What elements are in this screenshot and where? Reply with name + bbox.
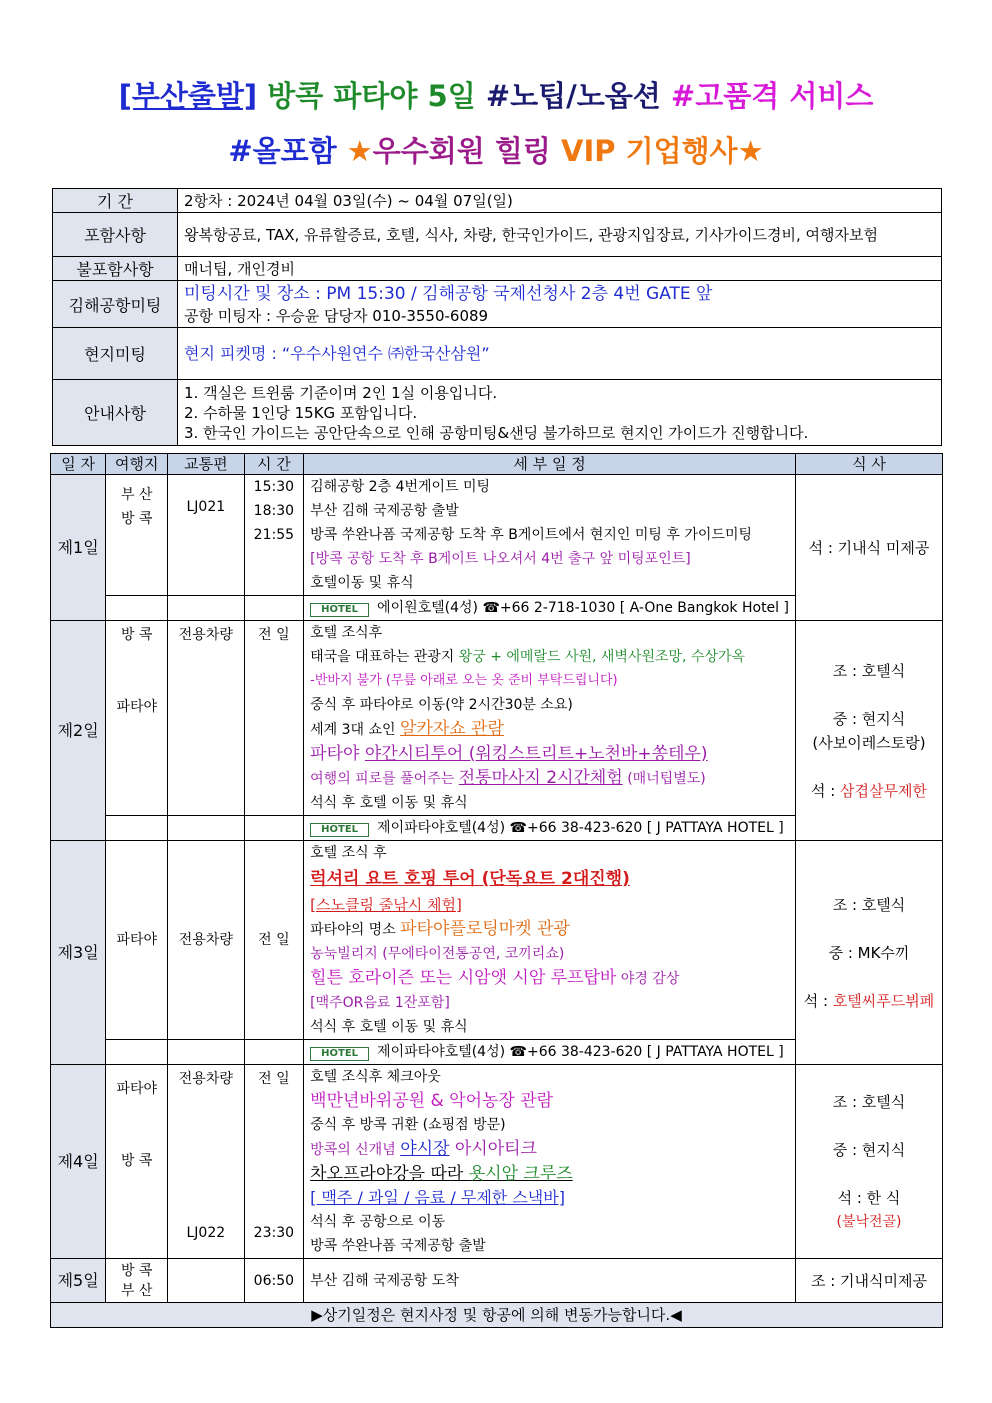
day3-line: 농눅빌리지 (무에타이전통공연, 코끼리쇼) <box>310 946 565 962</box>
airport-meeting-label: 김해공항미팅 <box>53 281 178 328</box>
day2-line: 세계 3대 쇼인 <box>310 722 401 738</box>
day2-transport: 전용차량 <box>168 621 244 816</box>
day1-label: 제1일 <box>51 475 106 621</box>
title-vip: VIP 기업행사 <box>561 134 738 168</box>
day3-row <box>51 841 943 1040</box>
day3-highlight: 힐튼 호라이즌 또는 시암앳 시암 루프탑바 <box>310 968 617 988</box>
day2-dinner: 삼겹살무제한 <box>840 781 927 800</box>
day2-line: 여행의 피로를 풀어주는 <box>310 771 459 787</box>
footer-notice: ▶상기일정은 현지사정 및 항공에 의해 변동가능합니다.◀ <box>51 1303 943 1328</box>
day3-line: 파타야의 명소 <box>310 922 401 938</box>
hotel-icon: HOTEL <box>310 1047 369 1061</box>
header-time: 시 간 <box>244 454 304 475</box>
day3-dinner: 호텔씨푸드뷔페 <box>832 991 935 1010</box>
day2-line: 파타야 <box>310 744 365 764</box>
day3-line: 야경 감상 <box>616 971 680 987</box>
local-picket: 현지 피켓명 : “우수사원연수 ㈜한국산삼원” <box>178 328 942 380</box>
day2-highlight: 알카자쇼 관람 <box>400 719 504 739</box>
day3-breakfast: 조 : 호텔식 <box>832 895 906 914</box>
day4-highlight: [ 맥주 / 과일 / 음료 / 무제한 스낵바] <box>310 1188 565 1207</box>
airport-contact: 공항 미팅자 : 우승윤 담당자 010-3550-6089 <box>184 307 489 325</box>
day3-highlight: 럭셔리 요트 호핑 투어 (단독요트 2대진행) <box>310 869 630 889</box>
title-tag-allin: #올포함 <box>228 134 347 168</box>
day3-place: 파타야 <box>106 841 168 1040</box>
day4-dinner-menu: (불낙전골) <box>836 1213 902 1230</box>
day4-line: 중식 후 방콕 귀환 (쇼핑점 방문) <box>310 1117 506 1133</box>
day4-label: 제4일 <box>51 1065 106 1259</box>
day1-line: 부산 김해 국제공항 출발 <box>310 503 459 519</box>
day2-hotel: 제이파타야호텔(4성) ☎+66 38-423-620 [ J PATTAYA HOTEL ] <box>377 820 784 836</box>
day4-highlight: 백만년바위공원 & 악어농장 관람 <box>310 1091 554 1111</box>
notice-item: 1. 객실은 트윈룸 기준이며 2인 1실 이용입니다. <box>184 383 498 402</box>
notice-item: 2. 수하물 1인당 15KG 포함입니다. <box>184 403 418 422</box>
title-departure: [부산출발] <box>118 79 258 113</box>
day4-line: 차오프라야강을 따라 <box>310 1164 469 1184</box>
included-value: 왕복항공료, TAX, 유류할증료, 호텔, 식사, 차량, 한국인가이드, 관광지입장료, 기사가이드경비, 여행자보험 <box>178 213 942 257</box>
day4-line: 아시아티크 <box>449 1139 537 1159</box>
day1-place: 부 산 방 콕 <box>106 475 168 596</box>
title-tag-notip: #노팁/노옵션 <box>485 79 661 113</box>
day4-breakfast: 조 : 호텔식 <box>832 1092 906 1111</box>
day4-lunch: 중 : 현지식 <box>832 1140 906 1159</box>
day1-line: 방콕 쑤완나폼 국제공항 도착 후 B게이트에서 현지인 미팅 후 가이드미팅 <box>310 527 752 543</box>
title-main: 방콕 파타야 5일 <box>257 79 486 113</box>
day4-place-2: 방 콕 <box>120 1153 153 1169</box>
day4-line: 방콕의 신개념 <box>310 1142 401 1158</box>
day3-lunch: 중 : MK수끼 <box>828 943 910 962</box>
day3-line: 석식 후 호텔 이동 및 휴식 <box>310 1019 468 1035</box>
day2-dinner-label: 석 : <box>810 781 841 800</box>
info-table <box>52 188 942 446</box>
day1-meal: 석 : 기내식 미제공 <box>795 475 942 621</box>
day2-lunch: 중 : 현지식 <box>832 709 906 728</box>
title-line-1 <box>0 74 992 115</box>
day1-flight: LJ021 <box>168 475 244 596</box>
title-event: 우수회원 힐링 <box>372 134 562 168</box>
header-place: 여행지 <box>106 454 168 475</box>
day3-highlight: [스노클링 줄낚시 체험] <box>310 896 462 914</box>
day2-place-1: 방 콕 <box>120 627 153 643</box>
day3-line: 호텔 조식 후 <box>310 845 387 861</box>
header-detail: 세 부 일 정 <box>304 454 796 475</box>
schedule-table <box>50 453 943 1328</box>
day2-label: 제2일 <box>51 621 106 841</box>
day2-line: (매너팁별도) <box>622 771 706 787</box>
day4-highlight: 야시장 <box>400 1139 450 1159</box>
day2-time: 전 일 <box>244 621 304 816</box>
day4-line: 호텔 조식후 체크아웃 <box>310 1069 441 1085</box>
day4-time: 전 일 <box>258 1071 290 1087</box>
day5-label: 제5일 <box>51 1259 106 1303</box>
day3-highlight: 파타야플로팅마켓 관광 <box>400 919 570 939</box>
day2-breakfast: 조 : 호텔식 <box>832 661 906 680</box>
day1-times: 15:30 18:30 21:55 <box>244 475 304 596</box>
day2-place-2: 파타야 <box>116 699 157 715</box>
day4-highlight: 욧시암 크루즈 <box>468 1164 573 1184</box>
schedule-header <box>51 454 943 475</box>
day1-line: 김해공항 2층 4번게이트 미팅 <box>310 479 491 495</box>
day4-place-1: 파타야 <box>116 1081 157 1097</box>
day4-row <box>51 1065 943 1259</box>
day3-transport: 전용차량 <box>168 841 244 1040</box>
day5-row <box>51 1259 943 1303</box>
day2-line: -반바지 불가 (무릎 아래로 오는 옷 준비 부탁드립니다) <box>310 673 618 688</box>
day5-detail: 부산 김해 국제공항 도착 <box>304 1259 796 1303</box>
day2-line: 호텔 조식후 <box>310 625 383 641</box>
local-meeting-label: 현지미팅 <box>53 328 178 380</box>
day3-line: [맥주OR음료 1잔포함] <box>310 995 450 1011</box>
day1-hotel: 에이원호텔(4성) ☎+66 2-718-1030 [ A-One Bangkok Hotel ] <box>377 600 789 616</box>
day5-time: 06:50 <box>244 1259 304 1303</box>
day2-line: 중식 후 파타야로 이동(약 2시간30분 소요) <box>310 697 573 713</box>
day4-line: 석식 후 공항으로 이동 <box>310 1214 446 1230</box>
day3-label: 제3일 <box>51 841 106 1065</box>
day4-flight: LJ022 <box>186 1225 226 1241</box>
day2-row <box>51 621 943 816</box>
day4-departure-time: 23:30 <box>253 1225 295 1241</box>
header-transport: 교통편 <box>168 454 244 475</box>
day2-line: 석식 후 호텔 이동 및 휴식 <box>310 795 468 811</box>
day2-highlight: 전통마사지 2시간체험 <box>458 768 623 788</box>
day1-line: [방콕 공항 도착 후 B게이트 나오셔서 4번 출구 앞 미팅포인트] <box>310 551 691 567</box>
notice-label: 안내사항 <box>53 380 178 446</box>
day5-place: 방 콕 부 산 <box>106 1259 168 1303</box>
day5-meal: 조 : 기내식미제공 <box>795 1259 942 1303</box>
period-label: 기 간 <box>53 189 178 213</box>
day4-dinner: 석 : 한 식 <box>837 1188 901 1207</box>
day3-hotel: 제이파타야호텔(4성) ☎+66 38-423-620 [ J PATTAYA HOTEL ] <box>377 1044 784 1060</box>
day4-transport: 전용차량 <box>178 1071 233 1087</box>
excluded-label: 불포함사항 <box>53 257 178 281</box>
excluded-value: 매너팁, 개인경비 <box>178 257 942 281</box>
hotel-icon: HOTEL <box>310 823 369 837</box>
hotel-icon: HOTEL <box>310 603 369 617</box>
period-value: 2항차 : 2024년 04월 03일(수) ~ 04월 07일(일) <box>178 189 942 213</box>
day2-highlight: 야간시티투어 (워킹스트리트+노천바+쏭테우) <box>364 744 708 764</box>
star-icon: ★ <box>346 134 373 168</box>
day3-time: 전 일 <box>244 841 304 1040</box>
footer-row <box>51 1303 943 1328</box>
day2-highlight: 왕궁 + 에메랄드 사원, 새벽사원조망, 수상가옥 <box>458 649 746 665</box>
included-label: 포함사항 <box>53 213 178 257</box>
day1-row <box>51 475 943 596</box>
title-line-2 <box>0 129 992 170</box>
notice-item: 3. 한국인 가이드는 공안단속으로 인해 공항미팅&샌딩 불가하므로 현지인 가이드가 진행합니다. <box>184 423 809 442</box>
day2-lunch-place: (사보이레스토랑) <box>812 733 926 752</box>
header-day: 일 자 <box>51 454 106 475</box>
day3-dinner-label: 석 : <box>803 991 833 1010</box>
header-meal: 식 사 <box>795 454 942 475</box>
day2-line: 태국을 대표하는 관광지 <box>310 649 459 665</box>
airport-meeting-place: 미팅시간 및 장소 : PM 15:30 / 김해공항 국제선청사 2층 4번 GATE 앞 <box>184 284 713 304</box>
star-icon: ★ <box>737 134 764 168</box>
title-tag-premium: #고품격 서비스 <box>660 79 874 113</box>
day1-line: 호텔이동 및 휴식 <box>310 575 414 591</box>
day4-line: 방콕 쑤완나폼 국제공항 출발 <box>310 1238 486 1254</box>
